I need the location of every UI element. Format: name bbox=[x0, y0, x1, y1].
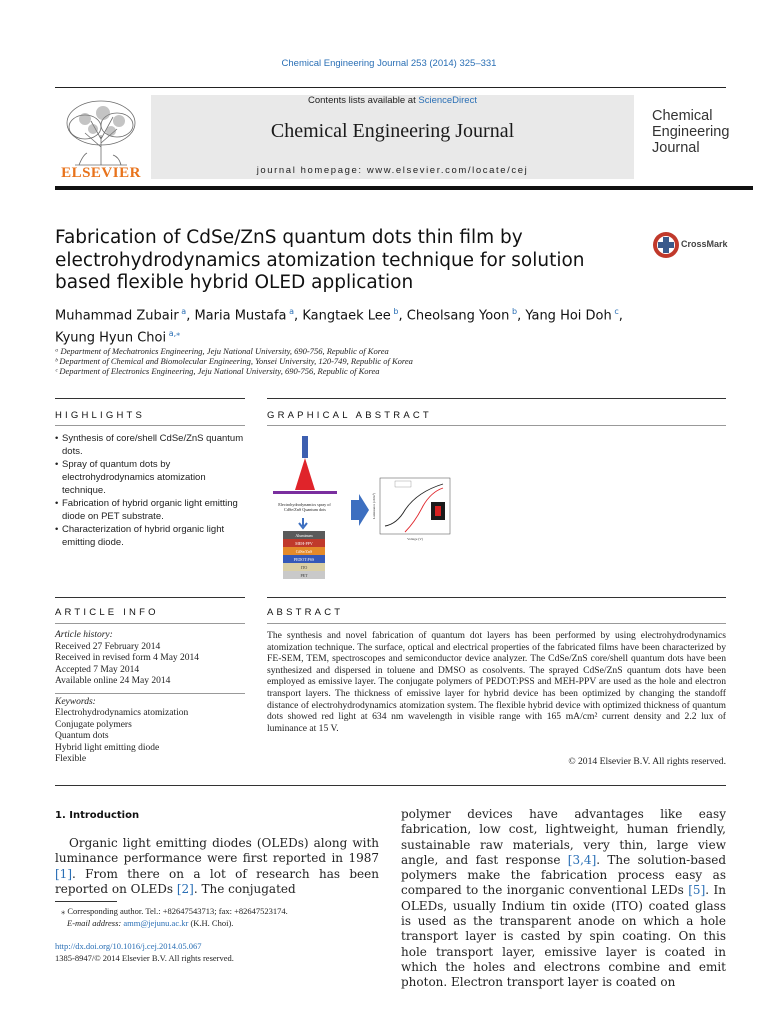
email-line bbox=[55, 918, 379, 930]
doi-link[interactable]: http://dx.doi.org/10.1016/j.cej.2014.05.067 bbox=[55, 941, 202, 951]
body-text: . From there on a lot of research has been reported on OLEDs bbox=[55, 866, 379, 896]
body-text: . In OLEDs, usually Indium tin oxide (ITO) coated glass is used as the transparent anode on which a hole transport layer is casted by spin coating. On this hole transport layer, emissive layer is coated in which the holes and electrons combine and emit photon. Electron transport layer is coated on bbox=[401, 883, 727, 990]
contents-prefix: Contents lists available at bbox=[308, 95, 419, 106]
highlights-heading: HIGHLIGHTS bbox=[55, 410, 146, 421]
spray-diagram bbox=[273, 436, 337, 528]
layer-label: PEDOT:PSS bbox=[293, 557, 315, 562]
citation-link[interactable]: [5] bbox=[688, 883, 706, 898]
spray-cone bbox=[295, 458, 315, 490]
author-name: Kangtaek Lee bbox=[302, 308, 391, 324]
plot-xlabel: Voltage (V) bbox=[407, 537, 423, 541]
layer-label: Aluminum bbox=[295, 533, 313, 538]
substrate bbox=[273, 491, 337, 494]
history-entry: Accepted 7 May 2014 bbox=[55, 664, 140, 675]
citation-link[interactable]: [3,4] bbox=[567, 852, 597, 867]
journal-title: Chemical Engineering Journal bbox=[270, 120, 515, 142]
journal-homepage[interactable]: journal homepage: www.elsevier.com/locate/cej bbox=[256, 165, 529, 176]
spray-caption: Electrohydrodynamics spray of CdSe/ZnS Quantum dots bbox=[278, 502, 331, 512]
section-subrule bbox=[267, 425, 726, 426]
history-entry: Received 27 February 2014 bbox=[55, 641, 161, 652]
keyword: Quantum dots bbox=[55, 731, 109, 741]
section-rule bbox=[55, 398, 245, 399]
body-text: . The conjugated bbox=[193, 881, 296, 896]
section-rule bbox=[267, 597, 726, 598]
journal-citation[interactable]: Chemical Engineering Journal 253 (2014) 325–331 bbox=[281, 58, 497, 69]
affiliation: ᵃ Department of Mechatronics Engineering, Jeju National University, 690-756, Republic of Korea bbox=[55, 346, 389, 356]
abstract-heading: ABSTRACT bbox=[267, 607, 344, 618]
sciencedirect-link[interactable]: ScienceDirect bbox=[418, 95, 477, 106]
section-subrule bbox=[55, 623, 245, 624]
article-title: Fabrication of CdSe/ZnS quantum dots thin film by electrohydrodynamics atomization technique for solution based flexible hybrid OLED application bbox=[55, 227, 585, 293]
down-arrow-icon bbox=[299, 518, 307, 528]
body-text: Organic light emitting diodes (OLEDs) along with luminance performance were first reported in 1987 bbox=[55, 836, 379, 866]
device-emission bbox=[435, 506, 441, 516]
section-heading: 1. Introduction bbox=[55, 810, 140, 821]
body-column-left bbox=[55, 836, 379, 897]
cej-logo-line: Journal bbox=[652, 140, 700, 156]
affiliation: ᶜ Department of Electronics Engineering, Jeju National University, 690-756, Republic of Korea bbox=[55, 366, 380, 376]
keyword: Electrohydrodynamics atomization bbox=[55, 708, 189, 718]
author-name: Maria Mustafa bbox=[194, 308, 287, 324]
body-text: . The solution-based polymers make the fabrication process easy as compared to the inorganic conventional LEDs bbox=[401, 852, 727, 898]
footnote bbox=[55, 906, 379, 929]
history-entry: Available online 24 May 2014 bbox=[55, 676, 171, 686]
cej-logo bbox=[652, 108, 742, 156]
author-name: Cheolsang Yoon bbox=[406, 308, 510, 324]
email-suffix: (K.H. Choi). bbox=[188, 917, 234, 928]
author-affil-link[interactable]: b bbox=[393, 307, 399, 316]
info-divider bbox=[55, 693, 245, 694]
history-label: Article history: bbox=[55, 630, 113, 640]
corresponding-author: ⁎ Corresponding author. Tel.: +82647543713; fax: +82647523174. bbox=[61, 906, 288, 916]
elsevier-wordmark[interactable]: ELSEVIER bbox=[61, 165, 141, 181]
article-info-heading: ARTICLE INFO bbox=[55, 607, 159, 618]
body-text: polymer devices have advantages like easy fabrication, low cost, lightweight, human friendly, sustainable raw materials, very thin, large view angle, and fast response bbox=[401, 807, 726, 867]
plot-ylabel: Luminance (cd/m²) bbox=[372, 492, 376, 520]
author-name: Yang Hoi Doh bbox=[525, 308, 612, 324]
citation-link[interactable]: [1] bbox=[55, 866, 72, 881]
keywords-label: Keywords: bbox=[55, 696, 96, 707]
issn-line: 1385-8947/© 2014 Elsevier B.V. All rights reserved. bbox=[55, 953, 234, 963]
author-affil-link[interactable]: a bbox=[181, 307, 187, 316]
highlights-list bbox=[55, 432, 245, 549]
abstract-copyright: © 2014 Elsevier B.V. All rights reserved. bbox=[568, 756, 726, 767]
layer-label: ITO bbox=[300, 565, 308, 570]
layer-label: CdSe/ZnS bbox=[295, 549, 313, 554]
keyword: Flexible bbox=[55, 754, 87, 764]
email-link[interactable]: amm@jejunu.ac.kr bbox=[123, 917, 189, 928]
body-column-right bbox=[401, 807, 726, 991]
contents-line bbox=[151, 95, 634, 106]
luminance-plot bbox=[372, 478, 450, 541]
highlight-item: • Fabrication of hybrid organic light emitting diode on PET substrate. bbox=[55, 497, 245, 523]
highlight-item: • Characterization of hybrid organic light emitting diode. bbox=[55, 523, 245, 549]
graphical-abstract-figure[interactable] bbox=[267, 434, 457, 582]
cej-logo-line: Engineering bbox=[652, 124, 730, 140]
author-affil-link[interactable]: a bbox=[289, 307, 295, 316]
highlight-item: • Spray of quantum dots by electrohydrodynamics atomization technique. bbox=[55, 458, 245, 497]
plot-legend bbox=[395, 481, 411, 487]
author-affil-link[interactable]: b bbox=[511, 307, 518, 316]
graphical-abstract-heading: GRAPHICAL ABSTRACT bbox=[267, 410, 432, 421]
section-rule bbox=[55, 785, 726, 786]
cej-logo-line: Chemical bbox=[652, 108, 713, 124]
right-arrow-icon bbox=[351, 494, 369, 526]
section-rule bbox=[267, 398, 726, 399]
layer-label: PET bbox=[300, 573, 308, 578]
author-name: Kyung Hyun Choi bbox=[55, 330, 167, 346]
author-affil-link[interactable]: c bbox=[614, 307, 619, 316]
history-entry: Received in revised form 4 May 2014 bbox=[55, 653, 200, 663]
header-divider bbox=[55, 87, 726, 88]
author-name: Muhammad Zubair bbox=[55, 308, 179, 324]
section-subrule bbox=[267, 623, 726, 624]
layer-label: MEH-PPV bbox=[295, 541, 313, 546]
article-info-block bbox=[55, 630, 245, 766]
header-thick-rule bbox=[55, 186, 753, 190]
section-rule bbox=[55, 597, 245, 598]
nozzle bbox=[302, 436, 308, 458]
footnote-rule bbox=[55, 901, 117, 902]
citation-link[interactable]: [2] bbox=[176, 881, 194, 896]
keyword: Hybrid light emitting diode bbox=[55, 742, 160, 753]
affiliation: ᵇ Department of Chemical and Biomolecular Engineering, Yonsei University, 120-749, Republic of Korea bbox=[55, 356, 413, 366]
author-list: Muhammad Zubair $^a$, Maria Mustafa $^a$, Kangtaek Lee $^b$, Cheolsang Yoon $^b$, Yang Hoi Doh $^c$, Kyung Hyun Choi $^{a,⁎}$ bbox=[55, 307, 623, 346]
email-label: E-mail address: bbox=[67, 917, 124, 928]
device-stack bbox=[283, 531, 325, 579]
abstract-text: The synthesis and novel fabrication of quantum dot layers has been performed by using electrohydrodynamics atomization technique. The surface, optical and electrical properties of the fabricated films have been characterized by FE-SEM, TEM, spectroscopes and semiconductor device analyzer. The CdSe/ZnS core/shell quantum dots have been synthesized and dispersed in toluene and DMSO as cosolvents. The sprayed CdSe/ZnS quantum dots have been employed as emissive layer. The conjugate polymers of PEDOT:PSS and MEH-PPV are used as the hole and electron transport layers. The thickness of emissive layer for hybrid device has been optimized by changing the standoff distance of electrohydrodynamics atomization system. The flexible hybrid device with optimized thickness of quantum dots showed red light at 634 nm wavelength in visible range with 165 mA/cm² current density and 2.2 lux of luminance at 15 V. bbox=[267, 630, 726, 734]
highlight-item: • Synthesis of core/shell CdSe/ZnS quantum dots. bbox=[55, 432, 245, 458]
section-subrule bbox=[55, 425, 245, 426]
keyword: Conjugate polymers bbox=[55, 719, 132, 730]
crossmark-label[interactable]: CrossMark bbox=[681, 239, 728, 249]
author-affil-link[interactable]: a,⁎ bbox=[168, 329, 181, 339]
